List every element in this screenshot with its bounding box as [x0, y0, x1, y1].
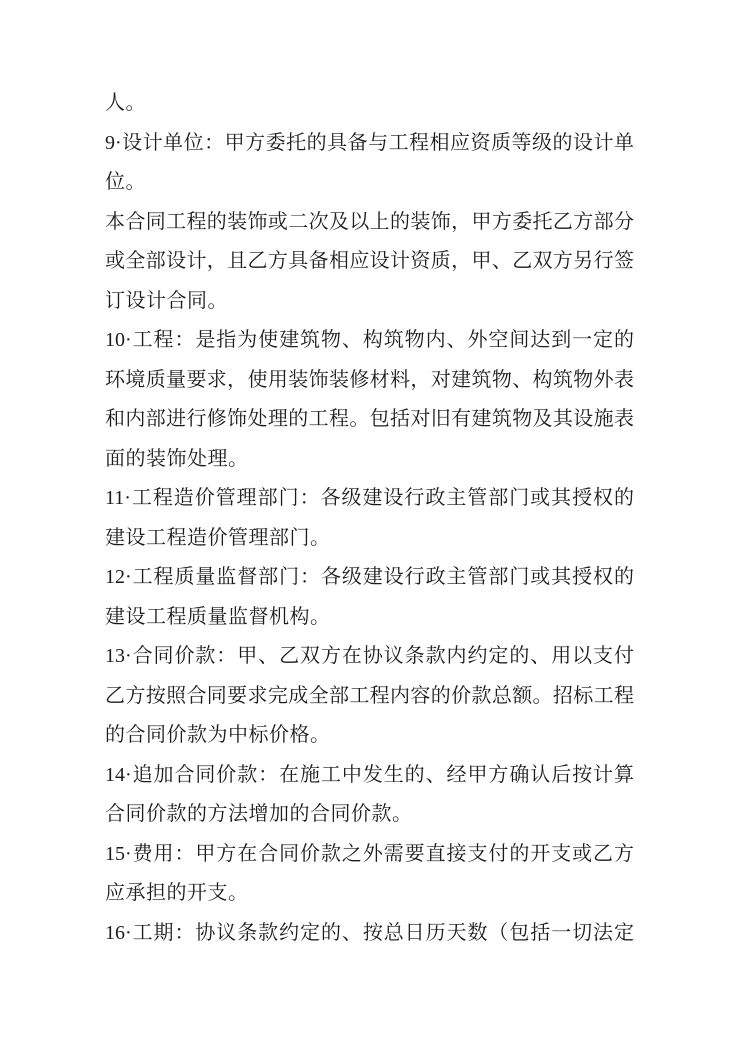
text-line: 本合同工程的装饰或二次及以上的装饰，甲方委托乙方部分	[105, 210, 634, 233]
text-line: 合同价款的方法增加的合同价款。	[105, 803, 413, 825]
text-line: 环境质量要求，使用装饰装修材料，对建筑物、构筑物外表	[105, 368, 634, 391]
text-line: 面的装饰处理。	[105, 447, 249, 470]
text-line: 10·工程：是指为使建筑物、构筑物内、外空间达到一定的	[105, 329, 634, 351]
text-line: 建设工程造价管理部门。	[105, 526, 331, 549]
text-line: 13·合同价款：甲、乙双方在协议条款内约定的、用以支付	[105, 645, 634, 667]
text-line: 订设计合同。	[105, 289, 228, 312]
text-line: 11·工程造价管理部门：各级建设行政主管部门或其授权的	[105, 487, 634, 509]
text-line: 应承担的开支。	[105, 882, 249, 904]
text-line: 15·费用：甲方在合同价款之外需要直接支付的开支或乙方	[105, 842, 634, 865]
text-line: 16·工期：协议条款约定的、按总日历天数（包括一切法定	[105, 921, 634, 944]
text-line: 乙方按照合同要求完成全部工程内容的价款总额。招标工程	[105, 684, 634, 707]
text-line: 和内部进行修饰处理的工程。包括对旧有建筑物及其设施表	[105, 408, 634, 430]
text-line: 或全部设计，且乙方具备相应设计资质，甲、乙双方另行签	[105, 250, 634, 272]
text-line: 9·设计单位：甲方委托的具备与工程相应资质等级的设计单	[105, 131, 634, 154]
text-line: 14·追加合同价款：在施工中发生的、经甲方确认后按计算	[105, 763, 634, 786]
text-line: 人。	[105, 92, 146, 114]
text-line: 建设工程质量监督机构。	[105, 605, 331, 628]
text-line: 位。	[105, 171, 146, 193]
text-line: 的合同价款为中标价格。	[105, 724, 331, 746]
document-body	[105, 84, 634, 953]
text-line: 12·工程质量监督部门：各级建设行政主管部门或其授权的	[105, 566, 634, 588]
